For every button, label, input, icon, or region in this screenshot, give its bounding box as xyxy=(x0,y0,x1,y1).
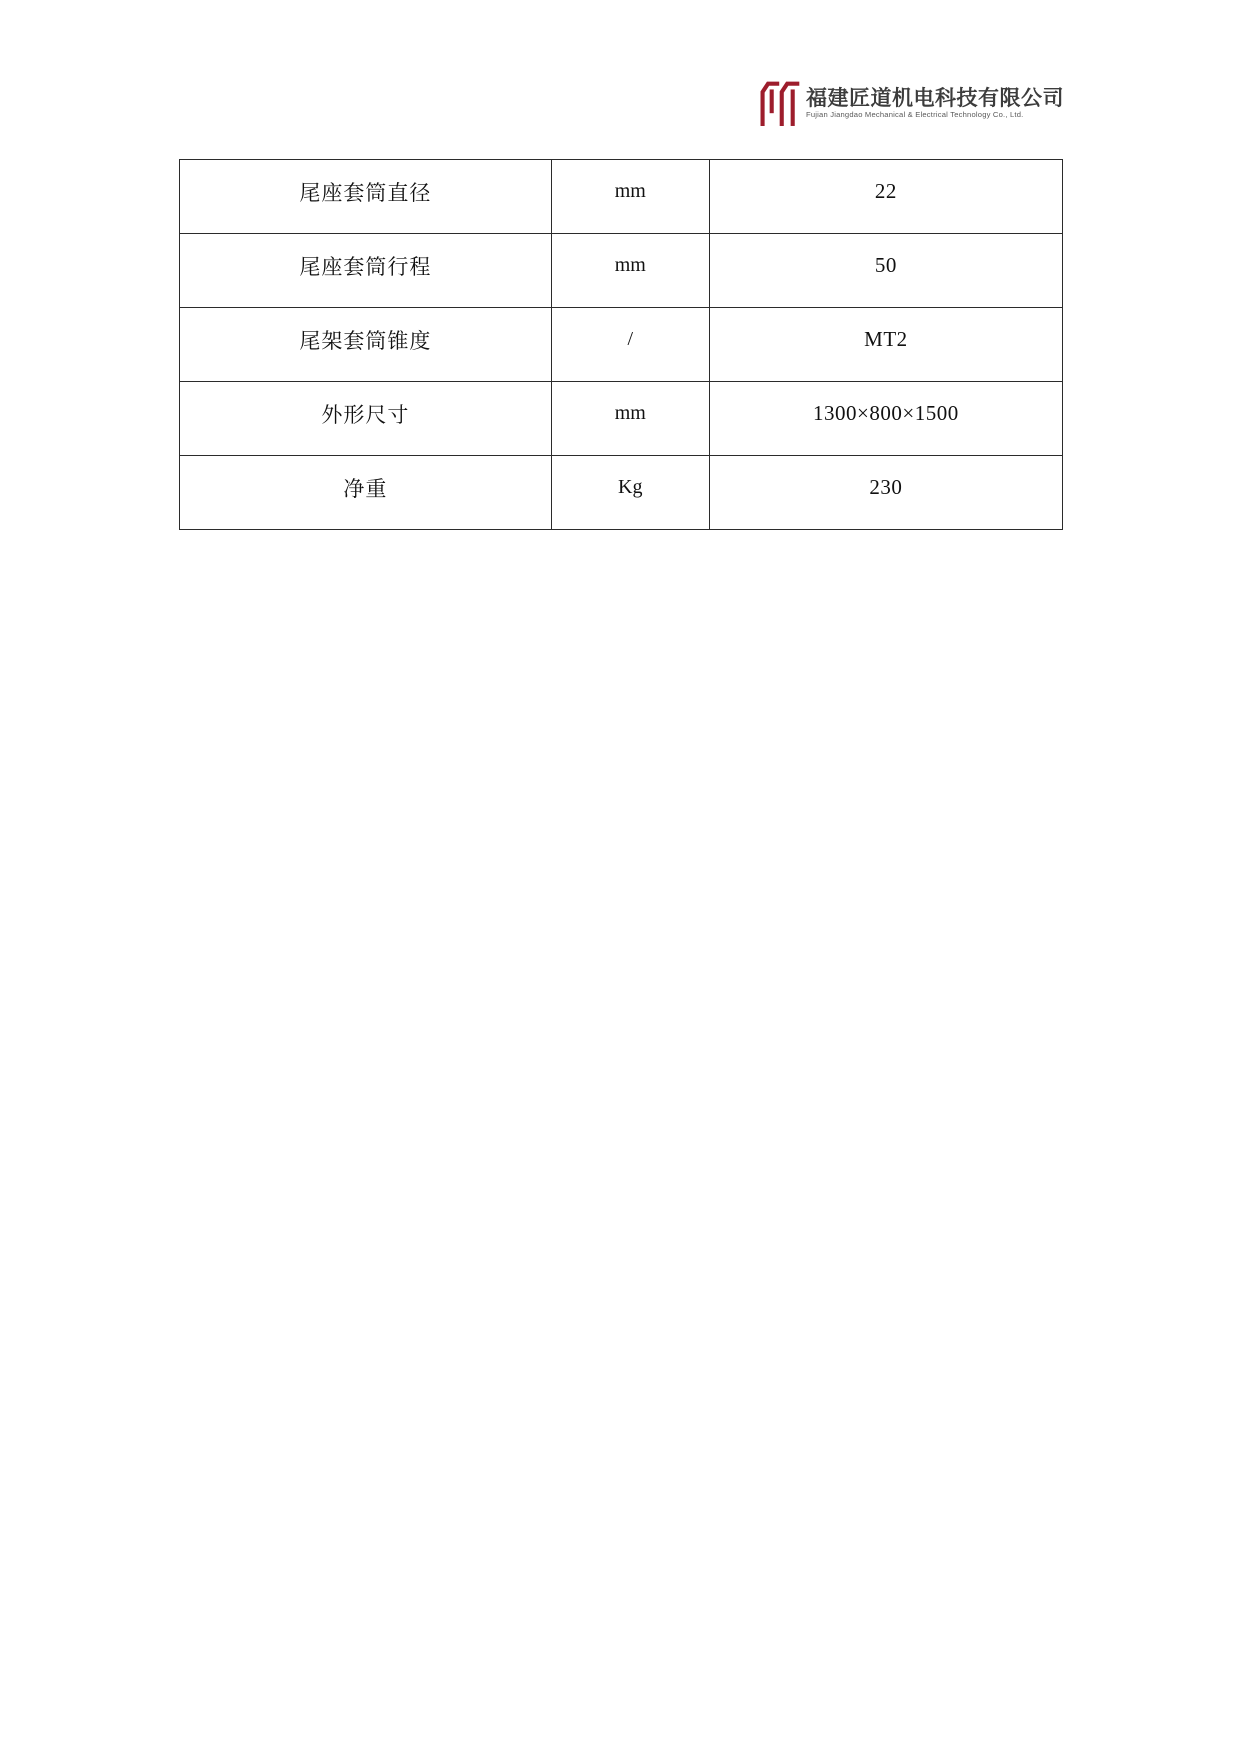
spec-unit: mm xyxy=(551,382,709,456)
company-logo-text xyxy=(806,76,1064,120)
spec-unit: mm xyxy=(551,160,709,234)
spec-value: 230 xyxy=(709,456,1062,530)
spec-table-body xyxy=(180,160,1063,530)
spec-table xyxy=(179,159,1063,530)
company-name-english: Fujian Jiangdao Mechanical & Electrical Technology Co., Ltd. xyxy=(806,110,1024,120)
spec-name: 尾座套筒行程 xyxy=(180,234,552,308)
jiangdao-logo-icon xyxy=(758,76,800,128)
spec-name: 外形尺寸 xyxy=(180,382,552,456)
spec-name: 净重 xyxy=(180,456,552,530)
table-row xyxy=(180,382,1063,456)
spec-value: 22 xyxy=(709,160,1062,234)
table-row xyxy=(180,234,1063,308)
spec-name: 尾架套筒锥度 xyxy=(180,308,552,382)
spec-unit: / xyxy=(551,308,709,382)
spec-value: 1300×800×1500 xyxy=(709,382,1062,456)
table-row xyxy=(180,308,1063,382)
spec-unit: Kg xyxy=(551,456,709,530)
company-name-chinese: 福建匠道机电科技有限公司 xyxy=(806,87,1064,110)
spec-value: 50 xyxy=(709,234,1062,308)
spec-value: MT2 xyxy=(709,308,1062,382)
table-row xyxy=(180,456,1063,530)
spec-name: 尾座套筒直径 xyxy=(180,160,552,234)
spec-unit: mm xyxy=(551,234,709,308)
table-row xyxy=(180,160,1063,234)
company-logo xyxy=(758,76,1064,128)
